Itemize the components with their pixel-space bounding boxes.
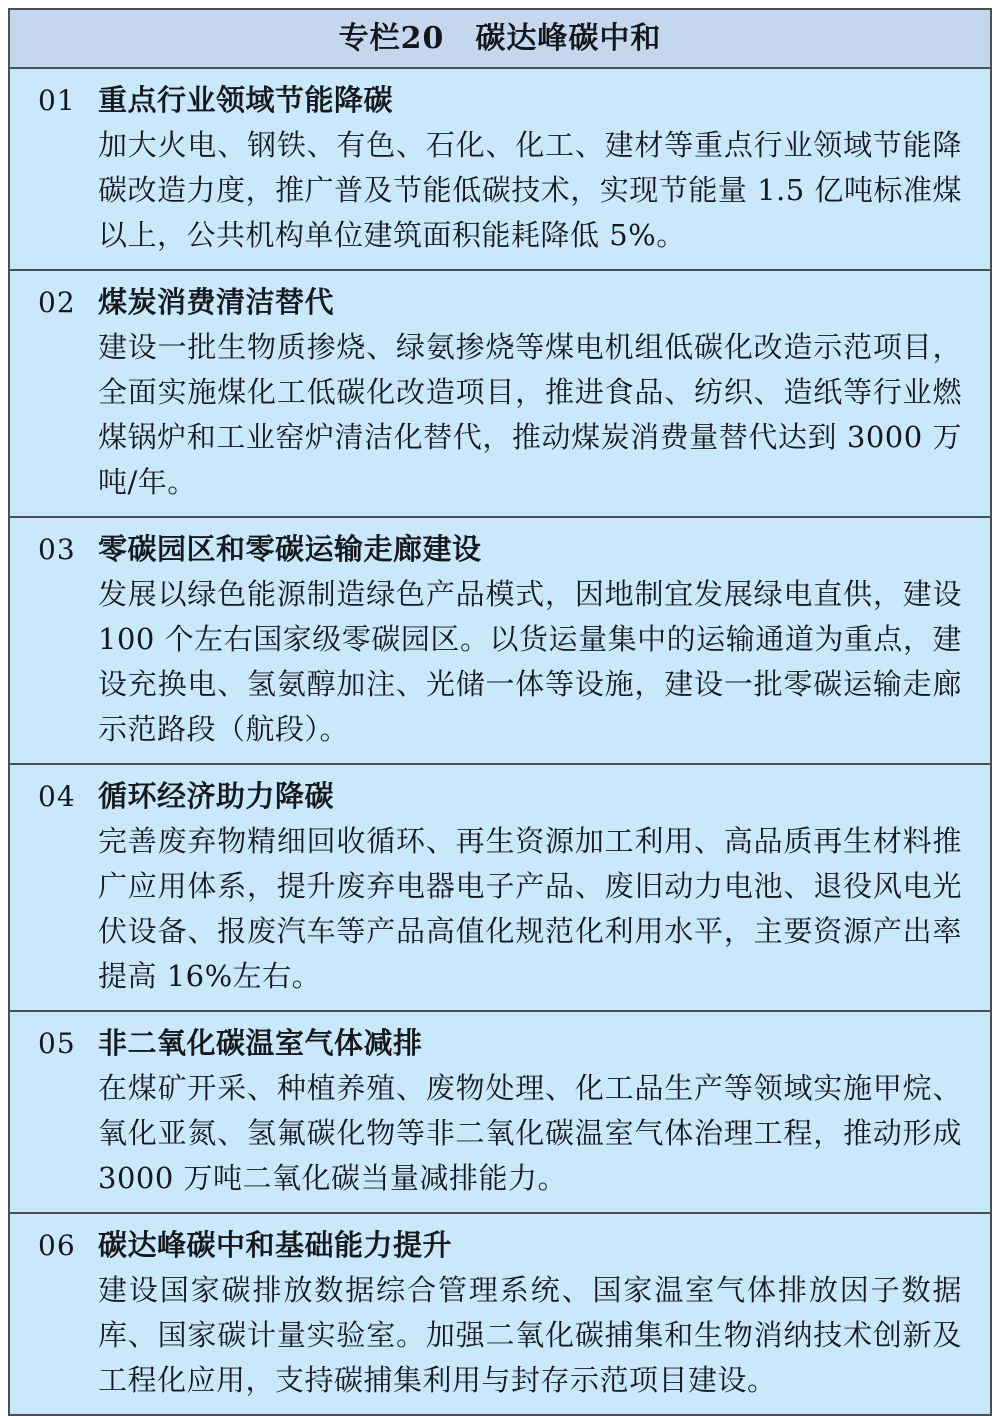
section-body: 在煤矿开采、种植养殖、废物处理、化工品生产等领域实施甲烷、氧化亚氮、氢氟碳化物等非二氧化碳温室气体治理工程，推动形成 3000 万吨二氧化碳当量减排能力。 — [98, 1071, 962, 1195]
section-number: 04 — [38, 780, 76, 813]
section-04 — [10, 763, 990, 1010]
section-05 — [10, 1010, 990, 1212]
section-head — [38, 1021, 962, 1066]
section-head — [38, 1223, 962, 1268]
section-title: 煤炭消费清洁替代 — [98, 285, 335, 319]
section-03 — [10, 516, 990, 763]
section-title: 非二氧化碳温室气体减排 — [98, 1026, 423, 1060]
section-title: 重点行业领域节能降碳 — [98, 83, 394, 117]
section-number: 03 — [38, 533, 76, 566]
section-body: 建设国家碳排放数据综合管理系统、国家温室气体排放因子数据库、国家碳计量实验室。加强二氧化碳捕集和生物消纳技术创新及工程化应用，支持碳捕集利用与封存示范项目建设。 — [98, 1273, 962, 1397]
section-title: 循环经济助力降碳 — [98, 779, 335, 813]
section-title: 零碳园区和零碳运输走廊建设 — [98, 532, 482, 566]
section-number: 06 — [38, 1229, 76, 1262]
section-head — [38, 280, 962, 325]
section-body: 完善废弃物精细回收循环、再生资源加工利用、高品质再生材料推广应用体系，提升废弃电器电子产品、废旧动力电池、退役风电光伏设备、报废汽车等产品高值化规范化利用水平，主要资源产出率提高 16%左右。 — [98, 824, 962, 993]
section-number: 05 — [38, 1027, 76, 1060]
box-title: 专栏20 碳达峰碳中和 — [10, 10, 990, 67]
section-02 — [10, 269, 990, 516]
section-head — [38, 78, 962, 123]
section-head — [38, 527, 962, 572]
section-01 — [10, 67, 990, 269]
section-body: 加大火电、钢铁、有色、石化、化工、建材等重点行业领域节能降碳改造力度，推广普及节能低碳技术，实现节能量 1.5 亿吨标准煤以上，公共机构单位建筑面积能耗降低 5%。 — [98, 128, 962, 252]
section-06 — [10, 1212, 990, 1414]
policy-box — [8, 8, 992, 1416]
section-number: 02 — [38, 286, 76, 319]
section-number: 01 — [38, 84, 76, 117]
section-head — [38, 774, 962, 819]
section-title: 碳达峰碳中和基础能力提升 — [98, 1228, 453, 1262]
section-body: 发展以绿色能源制造绿色产品模式，因地制宜发展绿电直供，建设 100 个左右国家级零碳园区。以货运量集中的运输通道为重点，建设充换电、氢氨醇加注、光储一体等设施，建设一批零碳运输走廊示范路段（航段）。 — [98, 577, 962, 746]
section-body: 建设一批生物质掺烧、绿氨掺烧等煤电机组低碳化改造示范项目，全面实施煤化工低碳化改造项目，推进食品、纺织、造纸等行业燃煤锅炉和工业窑炉清洁化替代，推动煤炭消费量替代达到 3000 万吨/年。 — [98, 330, 962, 499]
